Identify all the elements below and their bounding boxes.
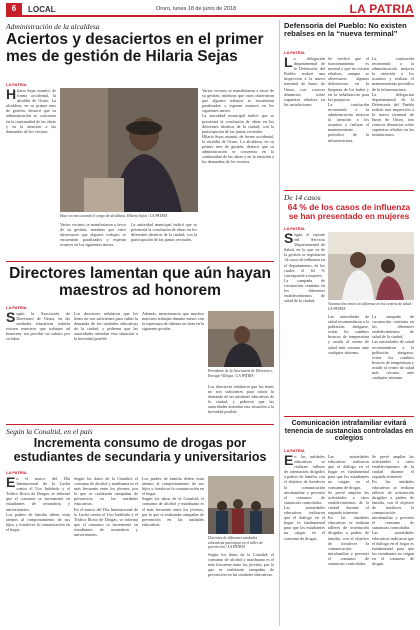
story2-col1 bbox=[6, 311, 70, 421]
side2-col2 bbox=[328, 314, 369, 412]
story2-col4 bbox=[208, 384, 274, 421]
page-header bbox=[6, 3, 414, 17]
side1-para3b: La institución recomendó a la administración mejorar la atención a los usuarios y realizar el mantenimiento periódico de la infraestructura. bbox=[372, 56, 414, 92]
story1-caption: Hace un mes asumió el cargo de alcaldesa, Hilaria Sejas / LA PATRIA bbox=[60, 214, 168, 218]
story3-para1: En el marco del Día Internacional de la Lucha contra el Uso Indebido y el Tráfico Ilícito de Drogas, se informó que el consumo se incrementó en estudiantes de secundaria y universitarios. bbox=[6, 476, 70, 512]
story1-col1 bbox=[6, 88, 56, 244]
side2-para3: La campaña de vacunación continúa en los diferentes establecimientos de salud de la ciudad. bbox=[372, 314, 414, 340]
side3-para1c: En las unidades educativas se realizan talleres de orientación dirigidos a padres de familia, con el objetivo de fortalecer la comunicación intrafamiliar y prevenir el consumo de sustancias controladas. bbox=[372, 479, 414, 531]
side2-para2b: Las autoridades de salud recomendaron a la población abrigarse, evitar los cambios bruscos de temperatura y acudir al centro de salud más cercano ante cualquier síntoma. bbox=[372, 339, 414, 381]
story1-col2 bbox=[60, 222, 126, 258]
section-name: LOCAL bbox=[28, 5, 56, 14]
side1-col3 bbox=[372, 56, 414, 186]
side2-kicker: De 14 casos bbox=[284, 193, 321, 202]
portrait-image bbox=[60, 88, 198, 212]
side1-col1 bbox=[284, 56, 325, 186]
side3-para1: En las unidades educativas se realizan talleres de orientación dirigidos a padres de familia, con el objetivo de fortalecer la comunicación intrafamiliar y prevenir el consumo de sustancias controladas. bbox=[284, 454, 325, 505]
side3-col3 bbox=[372, 454, 414, 626]
students-image bbox=[208, 476, 274, 534]
story3-col3 bbox=[142, 476, 204, 626]
dateline: Oruro, lunes 18 de junio de 2018 bbox=[156, 6, 237, 12]
side1-para3: La institución recomendó a la administración mejorar la atención a los usuarios y realizar el mantenimiento periódico de la infraestructura. bbox=[328, 101, 369, 143]
divider bbox=[284, 416, 414, 417]
side1-para1b: La delegación departamental de la Defensoría del Pueblo realizó una inspección a la nueva terminal de buses de Oruro, tras conocer denuncias sobre supuestos rebalses en las instalaciones. bbox=[372, 91, 414, 138]
story2-col2 bbox=[74, 311, 138, 421]
side3-para3b: Se prevé ampliar las actividades a otros establecimientos de la ciudad durante el segundo trimestre. bbox=[328, 489, 369, 516]
column-divider bbox=[279, 20, 280, 626]
side2-col3 bbox=[372, 314, 414, 412]
side3-para3: Se prevé ampliar las actividades a otros establecimientos de la ciudad durante el segundo trimestre. bbox=[372, 454, 414, 480]
story3-col2 bbox=[74, 476, 138, 626]
divider bbox=[6, 261, 274, 262]
story2-tag: LA PATRIA bbox=[6, 305, 27, 310]
story3-kicker: Según la Conaltid, en el país bbox=[6, 427, 93, 436]
story3-para2c: Según los datos de la Conaltid, el consumo de alcohol y marihuana es el más frecuente entre los jóvenes, por lo que se realizarán campañas de prevención en las unidades educativas. bbox=[208, 552, 274, 578]
story1-para3: La autoridad municipal indicó que se priorizará la conclusión de obras en los diferentes distritos de la ciudad, con la participación de las juntas vecinales. bbox=[131, 222, 197, 243]
story1-para2b: Varios vecinos se manifestaron a favor de su gestión, mientras que otros observaron que algunos trabajos se encuentran paralizados y esperan avances en los siguientes meses. bbox=[202, 88, 274, 114]
story1-headline: Aciertos y desaciertos en el primer mes de gestión de Hilaria Sejas bbox=[6, 31, 264, 65]
story2-col3 bbox=[142, 311, 204, 421]
story3-headline: Incrementa consumo de drogas por estudiantes de secundaria y universitarios bbox=[13, 436, 267, 464]
story1-para1b: Hilaria Sejas asumió, de forma accidental, la alcaldía de Oruro. La alcaldesa, en su primer mes de gestión, destacó que su administración se concentra en la continuidad de las obras y en la atención a las demandas de los vecinos. bbox=[202, 133, 274, 165]
side1-headline-text: Defensoría del Pueblo: No existen rebalses en la “nueva terminal” bbox=[284, 21, 407, 39]
story2-headline: Directores lamentan que aún hayan maestros ad honorem bbox=[9, 265, 271, 299]
side2-photo bbox=[328, 232, 414, 300]
side2-tag: LA PATRIA bbox=[284, 226, 305, 231]
story3-caption: Docentes de diferentes unidades educativas participan en el taller de prevención / LA PATRIA bbox=[208, 536, 263, 550]
story1-kicker: Administración de la alcaldesa bbox=[6, 22, 100, 31]
story1-photo bbox=[60, 88, 198, 212]
story2-para1b: Los directores señalaron que los ítems no son suficientes para cubrir la demanda de las unidades educativas de la ciudad, y pidieron que las autoridades atiendan esta situación a la brevedad posible. bbox=[208, 384, 274, 415]
story3-photo bbox=[208, 476, 274, 534]
side3-col2 bbox=[328, 454, 369, 626]
story3-col1 bbox=[6, 476, 70, 626]
story1-col3 bbox=[131, 222, 197, 258]
story3-para2b: Según los datos de la Conaltid, el consumo de alcohol y marihuana es el más frecuente entre los jóvenes, por lo que se realizarán campañas de prevención en las unidades educativas. bbox=[142, 496, 204, 527]
divider bbox=[284, 190, 414, 191]
newspaper-brand: LA PATRIA bbox=[349, 2, 414, 16]
side3-col1 bbox=[284, 454, 325, 626]
side2-col1 bbox=[284, 232, 325, 412]
side2-para1: Según el reporte del Servicio Departamental de Salud, en lo que va de la gestión se registraron 14 casos de influenza en el departamento, de los cuales el 64 % corresponde a mujeres. bbox=[284, 232, 325, 278]
page-number: 6 bbox=[6, 3, 22, 15]
side1-tag: LA PATRIA bbox=[284, 50, 305, 55]
story1-para1: Hilaria Sejas asumió, de forma accidental, la alcaldía de Oruro. La alcaldesa, en su primer mes de gestión, destacó que su administración se concentra en la continuidad de las obras y en la atención a las demandas de los vecinos. bbox=[6, 88, 56, 134]
story1-tag: LA PATRIA bbox=[6, 82, 27, 87]
side1-col2 bbox=[328, 56, 369, 186]
side1-para2: Se verificó que el funcionamiento es normal y que no existen rebalses, aunque se observaron algunas deficiencias en la limpieza de los baños y en la señalización para los pasajeros. bbox=[328, 56, 369, 102]
story1-col4 bbox=[202, 88, 274, 258]
story2-photo bbox=[208, 311, 274, 367]
story1-para3b: La autoridad municipal indicó que se priorizará la conclusión de obras en los diferentes distritos de la ciudad, con la participación de las juntas vecinales. bbox=[202, 113, 274, 134]
side3-para2c: Las autoridades educativas indicaron que el diálogo en el hogar es fundamental para que los estudiantes no caigan en el consumo de drogas. bbox=[372, 530, 414, 566]
story2-para1: Según la Asociación de Directores de Oruro, en las unidades educativas todavía existen maestros que trabajan ad honorem, sin percibir un salario por su labor. bbox=[6, 311, 70, 342]
side2-para3b: La campaña de vacunación continúa en los diferentes establecimientos de salud de la ciudad. bbox=[284, 277, 325, 304]
side3-para2b: Las autoridades educativas indicaron que el diálogo en el hogar es fundamental para que los estudiantes no caigan en el consumo de drogas. bbox=[284, 504, 325, 541]
story2-caption: Presidente de la Asociación de Directores, Enrique Villegas / LA PATRIA bbox=[208, 369, 273, 378]
side1-headline bbox=[284, 22, 414, 38]
story3-para3b: Los padres de familia deben estar atentos al comportamiento de sus hijos y fortalecer la comunicación en el hogar. bbox=[6, 511, 70, 532]
vaccination-image bbox=[328, 232, 414, 300]
story3-col4 bbox=[208, 552, 274, 626]
story3-tag: LA PATRIA bbox=[6, 470, 27, 475]
story3-para2: Según los datos de la Conaltid, el consumo de alcohol y marihuana es el más frecuente entre los jóvenes, por lo que se realizarán campañas de prevención en las unidades educativas. bbox=[74, 476, 138, 507]
side3-para1b: En las unidades educativas se realizan talleres de orientación dirigidos a padres de familia, con el objetivo de fortalecer la comunicación intrafamiliar y prevenir el consumo de sustancias controladas. bbox=[328, 515, 369, 566]
story3-para1b: En el marco del Día Internacional de la Lucha contra el Uso Indebido y el Tráfico Ilícito de Drogas, se informó que el consumo se incrementó en estudiantes de secundaria y universitarios. bbox=[74, 506, 138, 538]
story3-para3: Los padres de familia deben estar atentos al comportamiento de sus hijos y fortalecer la comunicación en el hogar. bbox=[142, 476, 204, 497]
side2-headline: 64 % de los casos de influenza se han presentado en mujeres bbox=[287, 202, 411, 222]
director-image bbox=[208, 311, 274, 367]
story2-para2: Los directores señalaron que los ítems no son suficientes para cubrir la demanda de las unidades educativas de la ciudad, y pidieron que las autoridades atiendan esta situación a la brevedad posible. bbox=[74, 311, 138, 342]
side3-para2: Las autoridades educativas indicaron que el diálogo en el hogar es fundamental para que los estudiantes no caigan en el consumo de drogas. bbox=[328, 454, 369, 490]
story2-para3: Además, mencionaron que muchos maestros trabajan durante meses con la esperanza de obtener un ítem en la siguiente gestión. bbox=[142, 311, 204, 332]
divider bbox=[6, 424, 274, 425]
story1-para2: Varios vecinos se manifestaron a favor de su gestión, mientras que otros observaron que algunos trabajos se encuentran paralizados y esperan avances en los siguientes meses. bbox=[60, 222, 126, 248]
side3-headline: Comunicación intrafamiliar evitará tenencia de sustancias controladas en colegios bbox=[284, 420, 414, 443]
side3-tag: LA PATRIA bbox=[284, 448, 305, 453]
side1-para1: La delegación departamental de la Defensoría del Pueblo realizó una inspección a la nueva terminal de buses de Oruro, tras conocer denuncias sobre supuestos rebalses en las instalaciones. bbox=[284, 56, 325, 107]
side2-caption: Vacunación contra la influenza en los centros de salud / LA PATRIA bbox=[328, 302, 413, 311]
side2-para2: Las autoridades de salud recomendaron a la población abrigarse, evitar los cambios bruscos de temperatura y acudir al centro de salud más cercano ante cualquier síntoma. bbox=[328, 314, 369, 355]
